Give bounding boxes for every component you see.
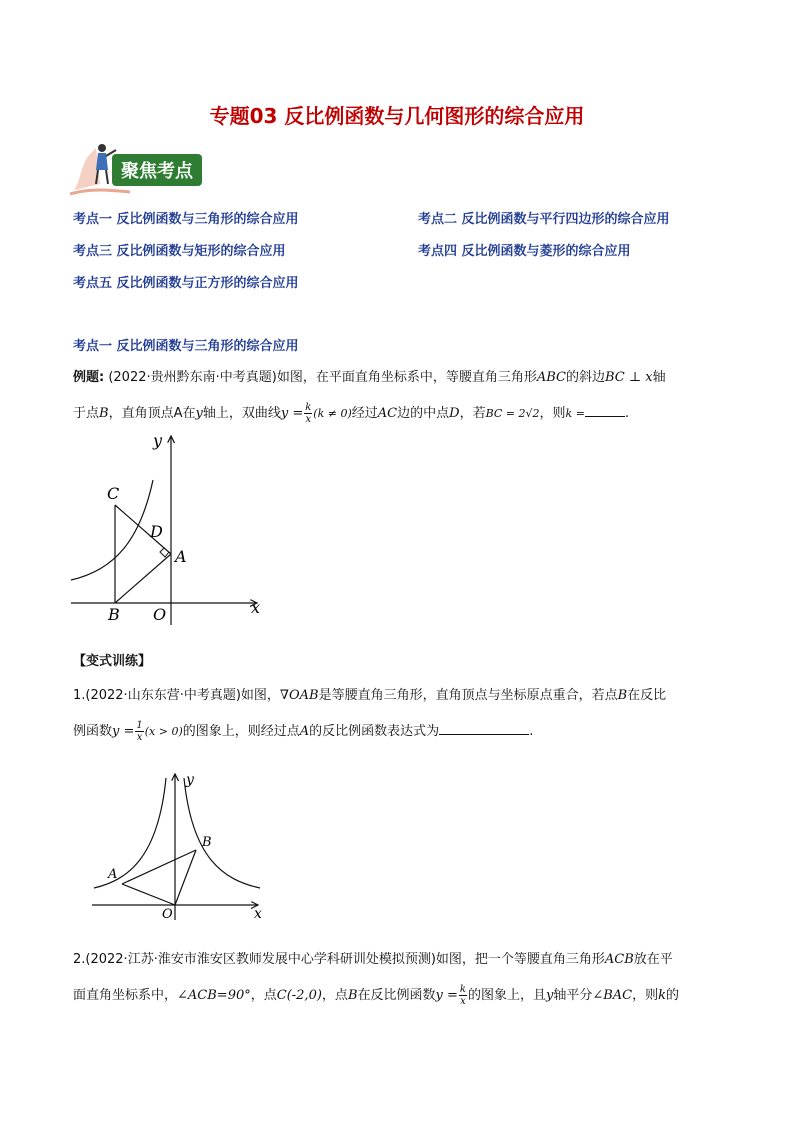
q2-line-1 <box>73 950 673 970</box>
period: . <box>624 406 630 421</box>
label-d: D <box>150 522 163 541</box>
example-text: (2022·贵州黔东南·中考真题)如图，在平面直角坐标系中，等腰直角三角形 <box>108 370 537 385</box>
q2-text: 轴平分 <box>553 988 593 1003</box>
example-text: ，若 <box>459 406 486 421</box>
q1-line-2 <box>73 720 533 743</box>
y-eq: y = <box>435 988 458 1003</box>
q1-text: 1.(2022·山东东营·中考真题)如图， <box>73 688 280 703</box>
side-ba <box>115 554 171 603</box>
example-text: ，直角顶点A在 <box>108 406 196 421</box>
banner-graphic <box>70 140 205 196</box>
example-label: 例题: <box>73 370 105 385</box>
q2-text: 面直角坐标系中， <box>73 988 178 1003</box>
label-o: O <box>153 605 167 624</box>
example-text: 边的中点 <box>397 406 450 421</box>
answer-blank[interactable] <box>585 416 625 417</box>
page-title: 专题03 反比例函数与几何图形的综合应用 <box>209 104 585 128</box>
label-y: y <box>186 772 194 788</box>
label-a: A <box>108 867 118 882</box>
triangle-acb: ACB <box>604 952 634 967</box>
k-eq: k = <box>565 407 585 420</box>
q2-text: 2.(2022·江苏·淮安市淮安区教师发展中心学科研训处模拟预测)如图，把一个等腰直角三角形 <box>73 952 605 967</box>
focus-banner <box>70 140 205 196</box>
variant-heading: 【变式训练】 <box>73 654 152 669</box>
k-var: k <box>658 988 667 1003</box>
right-hyperbola <box>184 778 260 888</box>
topic-4: 考点四 反比例函数与菱形的综合应用 <box>418 244 631 259</box>
q1-text: 在反比 <box>627 688 667 703</box>
label-x: x <box>254 906 262 922</box>
y-eq: y = <box>280 406 304 421</box>
example-text: 的斜边 <box>565 370 605 385</box>
answer-blank[interactable] <box>439 734 529 735</box>
section-heading: 考点一 反比例函数与三角形的综合应用 <box>73 339 299 354</box>
figure-2 <box>88 768 268 928</box>
q1-text: 是等腰直角三角形，直角顶点与坐标原点重合，若点 <box>318 688 618 703</box>
triangle-name: ABC <box>536 370 566 385</box>
y-var: y <box>545 988 554 1003</box>
label-a: A <box>175 547 187 566</box>
q1-line-1 <box>73 686 666 706</box>
fraction-k-over-x: $\frac{k}{x}$ <box>305 402 312 425</box>
point-b: B <box>99 406 109 421</box>
q1-text: 的图象上，则经过点 <box>182 724 300 739</box>
q2-text: 的图象上，且 <box>467 988 546 1003</box>
point-b: B <box>347 988 358 1003</box>
q2-line-2 <box>73 984 679 1007</box>
perp-expr: BC ⊥ x <box>605 370 653 385</box>
q2-text: ，点 <box>321 988 348 1003</box>
fraction-1-over-x: $\frac{1}{x}$ <box>136 720 143 743</box>
figure-1 <box>65 430 275 630</box>
fraction-k-over-x: $\frac{k}{x}$ <box>459 984 466 1007</box>
topic-3: 考点三 反比例函数与矩形的综合应用 <box>73 244 286 259</box>
point-b: B <box>617 688 628 703</box>
example-text: ，则 <box>539 406 566 421</box>
banner-label: 聚焦考点 <box>121 161 193 182</box>
q1-text: 例函数 <box>73 724 113 739</box>
period: . <box>529 724 534 739</box>
point-a: A <box>299 724 310 739</box>
example-line-1 <box>73 368 666 388</box>
left-hyperbola <box>94 778 166 888</box>
example-line-2 <box>73 402 629 425</box>
label-y: y <box>153 431 163 450</box>
topic-1: 考点一 反比例函数与三角形的综合应用 <box>73 212 299 227</box>
example-text: 经过 <box>351 406 378 421</box>
label-x: x <box>251 598 261 617</box>
right-angle-mark <box>160 548 169 557</box>
label-c: C <box>107 484 120 503</box>
side-ac: AC <box>377 406 398 421</box>
topic-2: 考点二 反比例函数与平行四边形的综合应用 <box>418 212 670 227</box>
condition: (k ≠ 0) <box>313 407 352 420</box>
label-b: B <box>108 605 120 624</box>
point-d: D <box>449 406 460 421</box>
triangle-oab: ∇OAB <box>279 688 319 703</box>
q2-text: ，则 <box>632 988 659 1003</box>
example-text: 轴 <box>652 370 666 385</box>
q1-text: 的反比例函数表达式为 <box>309 724 440 739</box>
q2-text: 在反比例函数 <box>357 988 436 1003</box>
q2-text: 放在平 <box>633 952 673 967</box>
y-eq: y = <box>112 724 135 739</box>
label-b: B <box>202 835 212 850</box>
point-c: C(-2,0) <box>276 988 322 1003</box>
bc-value: BC = 2√2 <box>485 407 540 420</box>
condition: (x > 0) <box>144 725 183 738</box>
label-o: O <box>162 907 173 922</box>
topic-5: 考点五 反比例函数与正方形的综合应用 <box>73 276 299 291</box>
q2-text: 的 <box>666 988 680 1003</box>
example-text: 轴上，双曲线 <box>202 406 281 421</box>
segment-oa <box>122 884 175 905</box>
angle-acb: ∠ACB=90° <box>177 988 251 1003</box>
y-var: y <box>195 406 203 421</box>
example-text: 于点 <box>73 406 100 421</box>
angle-bac: ∠BAC <box>592 988 633 1003</box>
q2-text: ，点 <box>250 988 277 1003</box>
